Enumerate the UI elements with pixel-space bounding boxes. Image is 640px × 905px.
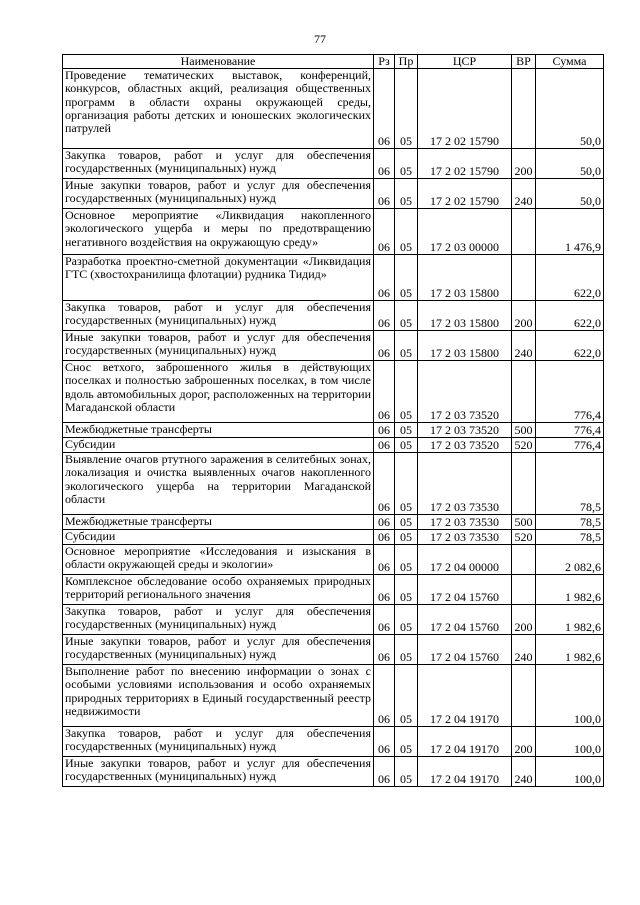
table-row: [63, 530, 604, 545]
cell-csr: 17 2 02 15790: [418, 179, 512, 209]
cell-rz: 06: [374, 438, 395, 453]
cell-rz: 06: [374, 605, 395, 635]
cell-pr: 05: [395, 575, 418, 605]
budget-table: [62, 54, 604, 787]
cell-pr: 05: [395, 605, 418, 635]
table-row: [63, 361, 604, 423]
cell-name: Разработка проектно-сметной документации «Ликвидация ГТС (хвостохранилища флотации) рудника Тидид»: [63, 255, 374, 301]
table-row: [63, 255, 604, 301]
cell-name: Иные закупки товаров, работ и услуг для обеспечения государственных (муниципальных) нужд: [63, 179, 374, 209]
table-row: [63, 331, 604, 361]
cell-rz: 06: [374, 255, 395, 301]
cell-csr: 17 2 04 15760: [418, 635, 512, 665]
cell-pr: 05: [395, 438, 418, 453]
cell-name: Основное мероприятие «Ликвидация накопленного экологического ущерба и меры по предотвращению негативного воздействия на окружающую среду»: [63, 209, 374, 255]
cell-pr: 05: [395, 361, 418, 423]
cell-sum: 100,0: [536, 665, 604, 727]
cell-rz: 06: [374, 515, 395, 530]
cell-rz: 06: [374, 545, 395, 575]
cell-vr: [512, 665, 536, 727]
cell-name: Снос ветхого, заброшенного жилья в действующих поселках и полностью заброшенных поселках, в том числе вдоль автомобильных дорог, расположенных на территории Магаданской области: [63, 361, 374, 423]
cell-vr: [512, 361, 536, 423]
table-header: [63, 55, 604, 69]
cell-rz: 06: [374, 69, 395, 149]
cell-sum: 78,5: [536, 453, 604, 515]
cell-csr: 17 2 04 19170: [418, 727, 512, 757]
cell-pr: 05: [395, 665, 418, 727]
table-row: [63, 438, 604, 453]
cell-name: Иные закупки товаров, работ и услуг для обеспечения государственных (муниципальных) нужд: [63, 635, 374, 665]
cell-sum: 100,0: [536, 727, 604, 757]
cell-name: Комплексное обследование особо охраняемых природных территорий регионального значения: [63, 575, 374, 605]
cell-rz: 06: [374, 635, 395, 665]
cell-name: Субсидии: [63, 530, 374, 545]
table-row: [63, 453, 604, 515]
cell-pr: 05: [395, 453, 418, 515]
cell-name: Закупка товаров, работ и услуг для обеспечения государственных (муниципальных) нужд: [63, 727, 374, 757]
cell-vr: 500: [512, 423, 536, 438]
cell-sum: 622,0: [536, 255, 604, 301]
header-row: [63, 55, 604, 69]
cell-csr: 17 2 03 15800: [418, 331, 512, 361]
cell-name: Межбюджетные трансферты: [63, 515, 374, 530]
header-pr: Пр: [395, 55, 418, 69]
header-vr: ВР: [512, 55, 536, 69]
cell-csr: 17 2 03 73530: [418, 453, 512, 515]
cell-csr: 17 2 03 73520: [418, 361, 512, 423]
cell-vr: 200: [512, 301, 536, 331]
cell-rz: 06: [374, 209, 395, 255]
cell-vr: 500: [512, 515, 536, 530]
cell-pr: 05: [395, 209, 418, 255]
cell-vr: 240: [512, 635, 536, 665]
header-name: Наименование: [63, 55, 374, 69]
header-rz: Рз: [374, 55, 395, 69]
header-csr: ЦСР: [418, 55, 512, 69]
cell-vr: 240: [512, 331, 536, 361]
table-row: [63, 757, 604, 787]
cell-name: Межбюджетные трансферты: [63, 423, 374, 438]
cell-name: Иные закупки товаров, работ и услуг для обеспечения государственных (муниципальных) нужд: [63, 331, 374, 361]
cell-pr: 05: [395, 301, 418, 331]
cell-vr: [512, 575, 536, 605]
cell-sum: 1 476,9: [536, 209, 604, 255]
cell-vr: [512, 255, 536, 301]
cell-name: Закупка товаров, работ и услуг для обеспечения государственных (муниципальных) нужд: [63, 149, 374, 179]
cell-sum: 50,0: [536, 179, 604, 209]
cell-name: Выявление очагов ртутного заражения в селитебных зонах, локализация и очистка выявленных очагов накопленного экологического ущерба на территории Магаданской области: [63, 453, 374, 515]
table-row: [63, 605, 604, 635]
cell-csr: 17 2 03 15800: [418, 301, 512, 331]
cell-csr: 17 2 04 19170: [418, 665, 512, 727]
cell-name: Закупка товаров, работ и услуг для обеспечения государственных (муниципальных) нужд: [63, 301, 374, 331]
cell-csr: 17 2 04 00000: [418, 545, 512, 575]
cell-vr: 520: [512, 530, 536, 545]
table-row: [63, 575, 604, 605]
table-row: [63, 301, 604, 331]
cell-pr: 05: [395, 179, 418, 209]
cell-csr: 17 2 03 73520: [418, 438, 512, 453]
cell-pr: 05: [395, 727, 418, 757]
header-sum: Сумма: [536, 55, 604, 69]
table-row: [63, 727, 604, 757]
cell-sum: 622,0: [536, 301, 604, 331]
table-body: [63, 69, 604, 787]
cell-sum: 50,0: [536, 149, 604, 179]
cell-sum: 776,4: [536, 438, 604, 453]
cell-pr: 05: [395, 149, 418, 179]
cell-pr: 05: [395, 635, 418, 665]
cell-pr: 05: [395, 69, 418, 149]
cell-pr: 05: [395, 530, 418, 545]
cell-rz: 06: [374, 179, 395, 209]
cell-rz: 06: [374, 530, 395, 545]
cell-pr: 05: [395, 515, 418, 530]
cell-name: Основное мероприятие «Исследования и изыскания в области окружающей среды и экологии»: [63, 545, 374, 575]
cell-vr: [512, 209, 536, 255]
cell-rz: 06: [374, 331, 395, 361]
table-row: [63, 149, 604, 179]
cell-csr: 17 2 03 00000: [418, 209, 512, 255]
cell-vr: [512, 453, 536, 515]
cell-vr: 200: [512, 605, 536, 635]
cell-sum: 1 982,6: [536, 605, 604, 635]
table-row: [63, 635, 604, 665]
cell-rz: 06: [374, 757, 395, 787]
cell-csr: 17 2 03 15800: [418, 255, 512, 301]
cell-name: Иные закупки товаров, работ и услуг для обеспечения государственных (муниципальных) нужд: [63, 757, 374, 787]
cell-csr: 17 2 04 15760: [418, 605, 512, 635]
cell-sum: 78,5: [536, 515, 604, 530]
cell-sum: 1 982,6: [536, 635, 604, 665]
cell-sum: 100,0: [536, 757, 604, 787]
cell-rz: 06: [374, 149, 395, 179]
cell-rz: 06: [374, 423, 395, 438]
cell-name: Проведение тематических выставок, конференций, конкурсов, областных акций, реализация общественных программ в области охраны окружающей среды, организация работы детских и юношеских экологических патрулей: [63, 69, 374, 149]
cell-pr: 05: [395, 255, 418, 301]
cell-sum: 50,0: [536, 69, 604, 149]
cell-name: Выполнение работ по внесению информации о зонах с особыми условиями использования и особо охраняемых природных территориях в Единый государственный реестр недвижимости: [63, 665, 374, 727]
cell-rz: 06: [374, 665, 395, 727]
cell-sum: 776,4: [536, 423, 604, 438]
cell-pr: 05: [395, 545, 418, 575]
cell-rz: 06: [374, 453, 395, 515]
cell-vr: 240: [512, 757, 536, 787]
cell-pr: 05: [395, 423, 418, 438]
cell-csr: 17 2 04 19170: [418, 757, 512, 787]
table-row: [63, 515, 604, 530]
cell-rz: 06: [374, 361, 395, 423]
table-row: [63, 545, 604, 575]
page-number: 77: [314, 32, 326, 46]
cell-pr: 05: [395, 331, 418, 361]
cell-csr: 17 2 02 15790: [418, 69, 512, 149]
cell-csr: 17 2 04 15760: [418, 575, 512, 605]
cell-rz: 06: [374, 727, 395, 757]
table-row: [63, 423, 604, 438]
cell-sum: 78,5: [536, 530, 604, 545]
cell-rz: 06: [374, 575, 395, 605]
table-row: [63, 209, 604, 255]
table-row: [63, 179, 604, 209]
cell-csr: 17 2 03 73530: [418, 530, 512, 545]
table-row: [63, 69, 604, 149]
cell-sum: 1 982,6: [536, 575, 604, 605]
cell-vr: [512, 69, 536, 149]
cell-vr: 200: [512, 727, 536, 757]
cell-rz: 06: [374, 301, 395, 331]
cell-csr: 17 2 02 15790: [418, 149, 512, 179]
cell-vr: [512, 545, 536, 575]
cell-vr: 240: [512, 179, 536, 209]
cell-name: Закупка товаров, работ и услуг для обеспечения государственных (муниципальных) нужд: [63, 605, 374, 635]
cell-sum: 622,0: [536, 331, 604, 361]
cell-sum: 2 082,6: [536, 545, 604, 575]
cell-vr: 520: [512, 438, 536, 453]
cell-csr: 17 2 03 73520: [418, 423, 512, 438]
cell-vr: 200: [512, 149, 536, 179]
cell-csr: 17 2 03 73530: [418, 515, 512, 530]
cell-pr: 05: [395, 757, 418, 787]
cell-name: Субсидии: [63, 438, 374, 453]
cell-sum: 776,4: [536, 361, 604, 423]
table-row: [63, 665, 604, 727]
